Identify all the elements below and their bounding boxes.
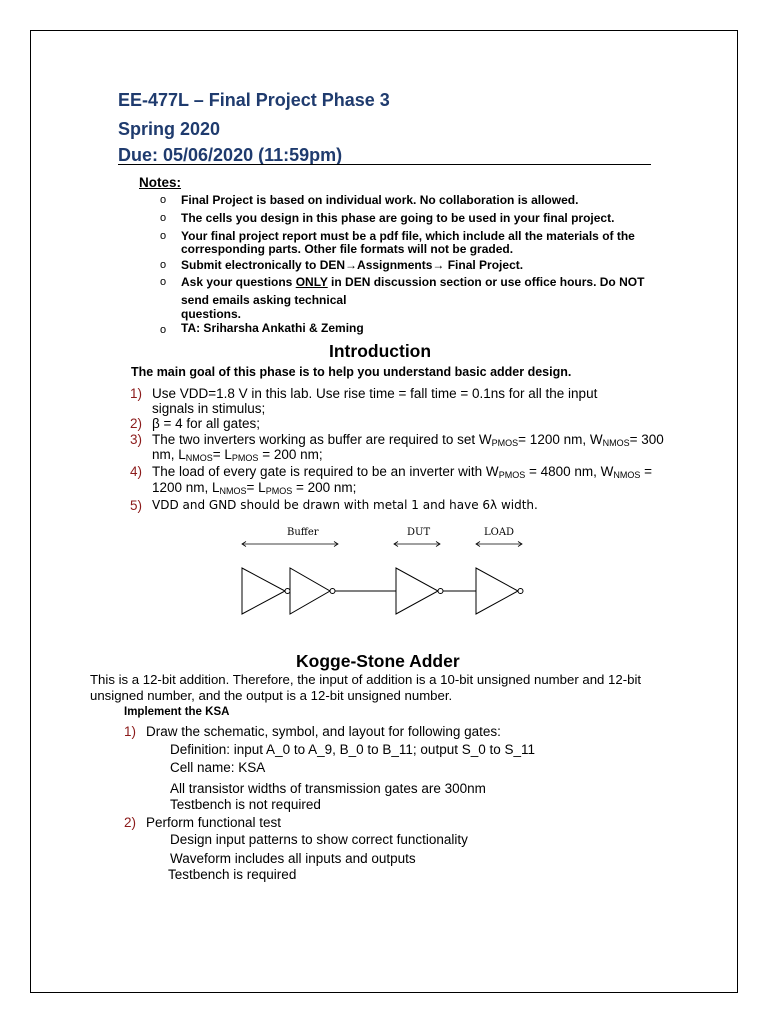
subscript: NMOS [613, 470, 641, 480]
text: = [640, 464, 653, 479]
text: = 200 nm; [258, 447, 323, 462]
list-number: 1) [130, 386, 143, 401]
doc-due-date: Due: 05/06/2020 (11:59pm) [118, 145, 343, 165]
list-item [152, 464, 652, 479]
list-number: 2) [124, 815, 137, 830]
subscript: PMOS [498, 470, 526, 480]
ksa-step-detail: Cell name: KSA [170, 760, 266, 775]
subscript: PMOS [265, 486, 293, 496]
ksa-step-detail: All transistor widths of transmission gates are 300nm [170, 781, 486, 796]
note-item: Final Project is based on individual work. No collaboration is allowed. [181, 193, 579, 207]
ksa-step-detail: Definition: input A_0 to A_9, B_0 to B_11; output S_0 to S_11 [170, 742, 536, 757]
text: nm, L [152, 447, 186, 462]
text: The two inverters working as buffer are required to set W [152, 432, 492, 447]
ksa-step-detail: Testbench is required [168, 867, 297, 882]
list-item: VDD and GND should be drawn with metal 1 and have 6λ width. [152, 498, 538, 512]
note-text: in DEN discussion section or use office hours. Do NOT [327, 275, 645, 289]
text: = L [212, 447, 232, 462]
bullet-marker: o [160, 324, 167, 336]
inverter-symbols [242, 568, 523, 614]
ksa-step: Perform functional test [146, 815, 282, 830]
list-item: β = 4 for all gates; [152, 416, 260, 431]
note-item-continued: corresponding parts. Other file formats will not be graded. [181, 242, 514, 256]
list-number: 4) [130, 464, 143, 479]
text: = 200 nm; [292, 480, 357, 495]
note-text: Ask your questions [181, 275, 296, 289]
bullet-marker: o [160, 276, 167, 288]
ksa-heading: Kogge-Stone Adder [296, 651, 460, 671]
note-item-continued: questions. [181, 307, 242, 321]
list-item [152, 432, 664, 447]
list-item-continued [152, 480, 356, 495]
note-item: TA: Sriharsha Ankathi & Zeming [181, 321, 364, 335]
bullet-marker: o [160, 259, 167, 271]
ksa-step: Draw the schematic, symbol, and layout for following gates: [146, 724, 501, 739]
ksa-paragraph-continued: unsigned number, and the output is a 12-bit unsigned number. [90, 688, 453, 703]
bullet-marker: o [160, 230, 167, 242]
text: The load of every gate is required to be an inverter with W [152, 464, 499, 479]
note-item-continued: send emails asking technical [181, 293, 347, 307]
list-number: 3) [130, 432, 143, 447]
bullet-marker: o [160, 212, 167, 224]
ksa-paragraph: This is a 12-bit addition. Therefore, the input of addition is a 10-bit unsigned number and 12-bit [90, 672, 642, 687]
dut-label: DUT [407, 527, 431, 538]
note-item: Submit electronically to DEN→Assignments→ Final Project. [181, 258, 524, 272]
ksa-step-detail: Waveform includes all inputs and outputs [170, 851, 416, 866]
ksa-step-detail: Design input patterns to show correct functionality [170, 832, 468, 847]
text: = 1200 nm, W [518, 432, 603, 447]
subscript: NMOS [602, 438, 630, 448]
intro-goal: The main goal of this phase is to help you understand basic adder design. [131, 365, 572, 379]
list-number: 1) [124, 724, 137, 739]
list-item-continued: signals in stimulus; [152, 401, 266, 416]
subscript: PMOS [231, 453, 259, 463]
inverter-chain-diagram [232, 524, 542, 624]
text: = L [246, 480, 266, 495]
intro-heading: Introduction [329, 341, 432, 361]
bullet-marker: o [160, 194, 167, 206]
subscript: NMOS [185, 453, 213, 463]
note-item [181, 276, 644, 289]
text: = 300 [629, 432, 664, 447]
text: = 4800 nm, W [525, 464, 614, 479]
note-emphasis: ONLY [295, 275, 328, 289]
doc-title: EE-477L – Final Project Phase 3 [118, 90, 390, 110]
ksa-step-detail: Testbench is not required [170, 797, 321, 812]
buffer-label: Buffer [287, 527, 319, 538]
header-rule [118, 164, 651, 165]
note-item: Your final project report must be a pdf file, which include all the materials of the [181, 229, 635, 243]
ksa-implement-title: Implement the KSA [124, 706, 230, 718]
list-item-continued [152, 447, 323, 462]
subscript: NMOS [219, 486, 247, 496]
dimension-arrows [242, 542, 522, 547]
text: 1200 nm, L [152, 480, 220, 495]
subscript: PMOS [491, 438, 519, 448]
note-item: The cells you design in this phase are going to be used in your final project. [181, 211, 615, 225]
doc-semester: Spring 2020 [118, 119, 221, 139]
list-number: 2) [130, 416, 143, 431]
notes-title: Notes: [139, 175, 182, 190]
load-label: LOAD [484, 527, 515, 538]
list-number: 5) [130, 498, 143, 513]
list-item: Use VDD=1.8 V in this lab. Use rise time = fall time = 0.1ns for all the input [152, 386, 598, 401]
